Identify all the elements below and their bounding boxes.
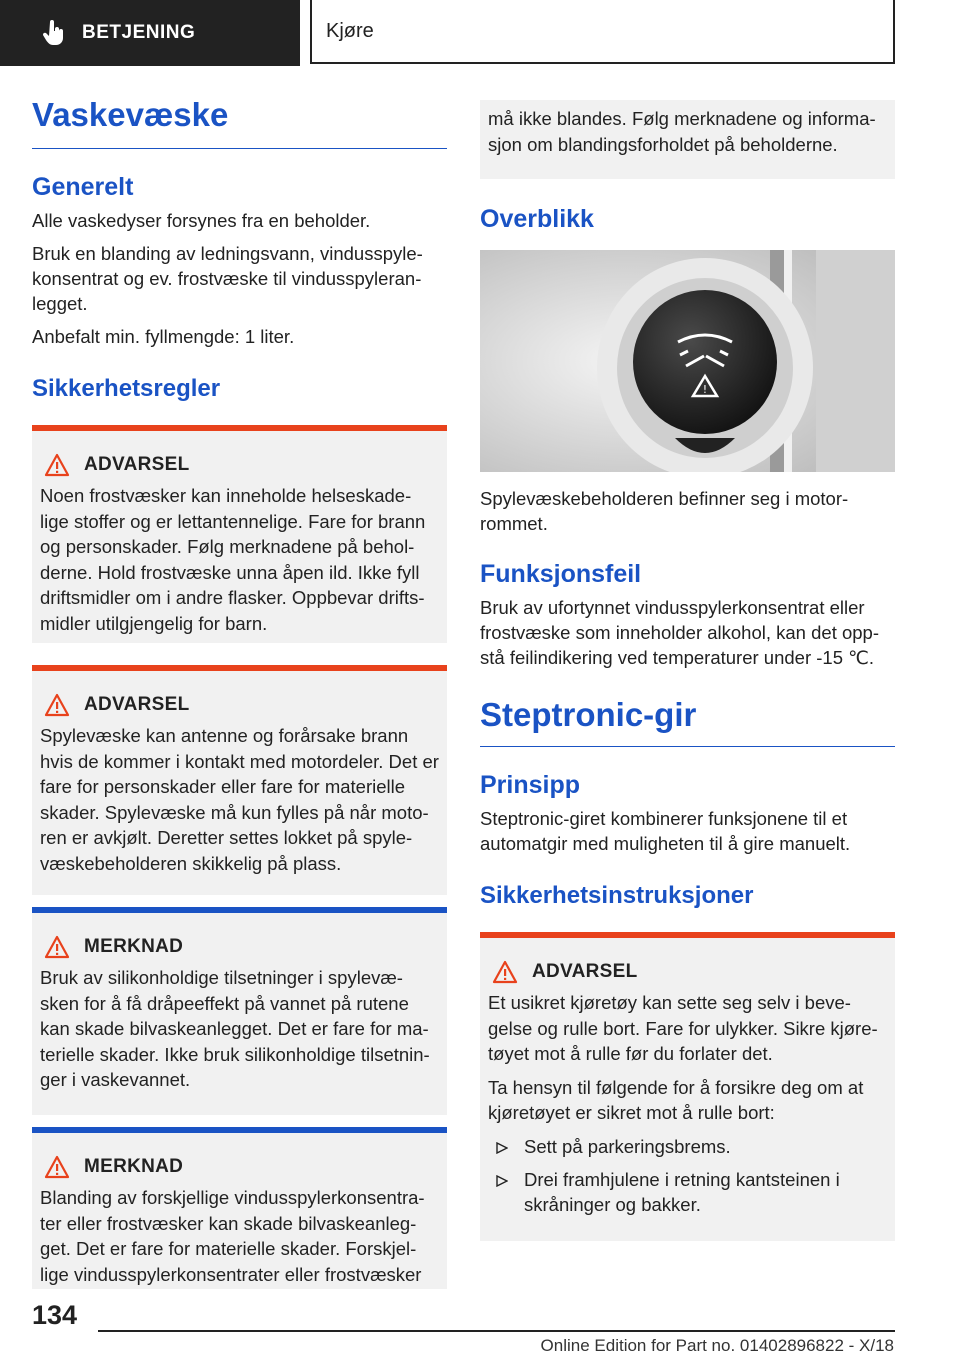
footer-divider [98, 1330, 895, 1332]
hand-pointer-icon [40, 19, 68, 47]
section-tab [0, 0, 300, 66]
triangle-bullet-icon [488, 1134, 524, 1159]
notice-box [32, 907, 447, 1115]
paragraph: Bruk av ufortynnet vindusspylerkonsentrat eller frostvæske som inneholder alkohol, kan det opp-stå feilindikering ved temperaturer under -15 ℃. [480, 597, 879, 668]
warning-box [32, 425, 447, 643]
washer-reservoir-photo [480, 250, 895, 472]
box-text: Spylevæske kan antenne og forårsake brann hvis de kommer i kontakt med motordeler. Det er fare for personskader eller fare for materielle skader. Spylevæske må kun fylles på når moto-ren er avkjølt. Deretter settes lokket på spyle-væskebeholderen skikkelig på plass. [40, 725, 439, 874]
page-title: Vaskevæske [32, 96, 447, 149]
box-title: ADVARSEL [532, 961, 638, 982]
list-item [488, 1167, 887, 1217]
list-item [488, 1134, 887, 1159]
continued-notice-box [480, 100, 895, 179]
page-header [0, 0, 960, 66]
left-column [32, 96, 447, 1289]
box-text: Blanding av forskjellige vindusspylerkonsentra-ter eller frostvæsker kan skade bilvaskeanleg-get. Det er fare for materielle skader. Forskjel-lige vindusspylerkonsentrater eller frostvæsker [40, 1187, 425, 1285]
warning-triangle-icon [44, 935, 70, 959]
bullet-list [488, 1134, 887, 1217]
box-title: ADVARSEL [84, 454, 190, 475]
box-text: Bruk av silikonholdige tilsetninger i spylevæ-sken for å få dråpeeffekt på vannet på rutene kan skade bilvaskeanlegget. Det er fare for ma-terielle skader. Ikke bruk silikonholdige tilsetnin-ger i vaskevannet. [40, 967, 430, 1090]
warning-triangle-icon [44, 693, 70, 717]
section-title-steptronic: Steptronic-gir [480, 696, 895, 747]
list-item-text: Sett på parkeringsbrems. [524, 1135, 731, 1157]
warning-triangle-icon [44, 453, 70, 477]
heading-sikkerhetsregler: Sikkerhetsregler [32, 375, 221, 402]
warning-triangle-icon [492, 960, 518, 984]
paragraph: Anbefalt min. fyllmengde: 1 liter. [32, 326, 295, 347]
svg-text:!: ! [702, 383, 708, 396]
paragraph: Bruk en blanding av ledningsvann, vindusspyle-konsentrat og ev. frostvæske til vindusspyleran-legget. [32, 243, 423, 314]
triangle-bullet-icon [488, 1167, 524, 1217]
notice-box [32, 1127, 447, 1289]
paragraph: Steptronic-giret kombinerer funksjonene til et automatgir med muligheten til å gire manuelt. [480, 808, 851, 854]
box-title: MERKNAD [84, 1156, 184, 1177]
heading-generelt: Generelt [32, 173, 134, 201]
photo-caption: Spylevæskebeholderen befinner seg i motor-rommet. [480, 488, 849, 534]
warning-box [32, 665, 447, 895]
edition-text: Online Edition for Part no. 01402896822 - X/18 [540, 1336, 894, 1355]
box-text: Noen frostvæsker kan inneholde helseskade-lige stoffer og er lettantennelige. Fare for brann og personskader. Følg merknadene på behol-derne. Hold frostvæske unna åpen ild. Ikke fyll driftsmidler om i andre flasker. Oppbevar drifts-midler utilgjengelig for barn. [40, 485, 426, 634]
page-number: 134 [32, 1300, 78, 1330]
heading-funksjonsfeil: Funksjonsfeil [480, 560, 642, 588]
section-label: BETJENING [82, 22, 196, 43]
heading-overblikk: Overblikk [480, 205, 594, 233]
chapter-tab [310, 0, 895, 64]
heading-prinsipp: Prinsipp [480, 771, 581, 799]
warning-triangle-icon [44, 1155, 70, 1179]
chapter-label: Kjøre [326, 19, 374, 42]
right-column [480, 100, 895, 1241]
box-title: MERKNAD [84, 936, 184, 957]
box-text: må ikke blandes. Følg merknadene og informa-sjon om blandingsforholdet på beholderne. [488, 108, 876, 155]
list-item-text: Drei framhjulene i retning kantsteinen i skråninger og bakker. [524, 1168, 840, 1215]
paragraph: Alle vaskedyser forsynes fra en beholder. [32, 210, 371, 231]
box-text: Et usikret kjøretøy kan sette seg selv i beve-gelse og rulle bort. Fare for ulykker. Sikre kjøre-tøyet mot å rulle før du forlater det. [488, 992, 878, 1064]
heading-sikkerhetsinstruksjoner: Sikkerhetsinstruksjoner [480, 882, 754, 909]
warning-box [480, 932, 895, 1241]
box-text: Ta hensyn til følgende for å forsikre deg om at kjøretøyet er sikret mot å rulle bort: [488, 1076, 864, 1123]
box-title: ADVARSEL [84, 694, 190, 715]
